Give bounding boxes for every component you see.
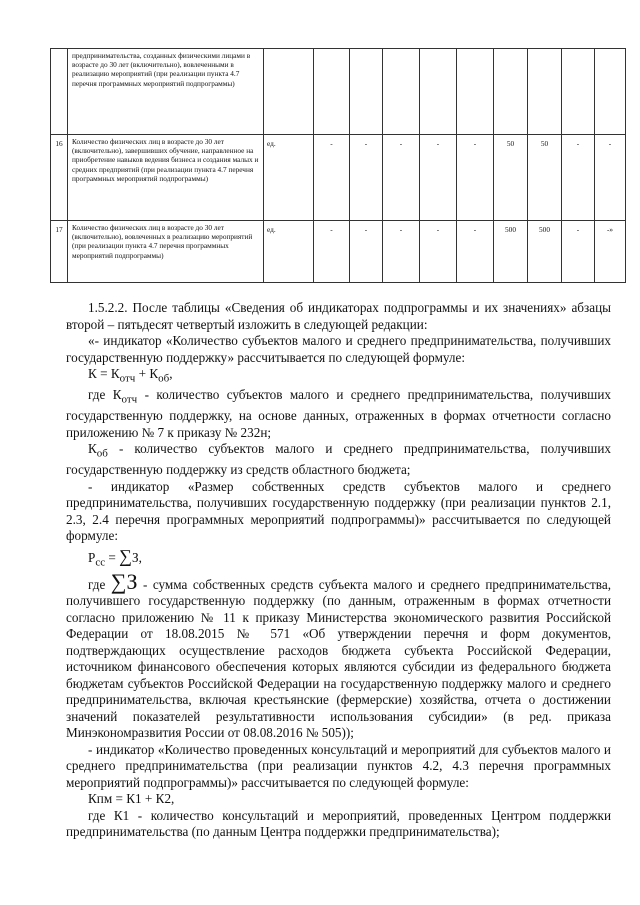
table-row [51,135,626,221]
value-cell [383,49,420,135]
indicator-name: предпринимательства, созданных физическими лицами в возрасте до 30 лет (включительно), вовлеченными в реализацию мероприятий (при реализации пункта 4.7 перечня программных мероприятий подпрограммы) [68,49,264,135]
unit [264,49,314,135]
row-number: 17 [51,221,68,283]
value-cell: - [595,135,626,221]
value-cell: - [350,135,383,221]
table-row [51,221,626,283]
paragraph-indicator-1: «- индикатор «Количество субъектов малого и среднего предпринимательства, получивших государственную поддержку» рассчитывается по следующей формуле: [66,333,611,365]
value-cell: - [562,135,595,221]
value-cell [420,49,457,135]
definition-k-ob: $К_{об}$ - количество субъектов малого и среднего предпринимательства, получивших государственную поддержку из средств областного бюджета; [66,441,611,478]
value-cell [350,49,383,135]
value-cell: - [457,135,494,221]
formula-2: $Р_{сс} = \sum З$, [88,545,142,569]
value-cell: 50 [494,135,528,221]
value-cell [528,49,562,135]
value-cell: - [314,135,350,221]
value-cell [562,49,595,135]
formula-3: Кпм = К1 + К2, [88,791,175,807]
unit: ед. [264,135,314,221]
value-cell: - [350,221,383,283]
row-number [51,49,68,135]
amendment-text [66,300,611,841]
value-cell: - [420,135,457,221]
table-row [51,49,626,135]
unit: ед. [264,221,314,283]
definition-k1: где К1 - количество консультаций и мероприятий, проведенных Центром поддержки предпринимательства (по данным Центра поддержки предпринимательства); [66,807,611,840]
value-cell: 500 [494,221,528,283]
value-cell: - [314,221,350,283]
indicator-name: Количество физических лиц в возрасте до 30 лет (включительно), вовлеченных в реализацию мероприятий (при реализации пункта 4.7 перечня программных мероприятий подпрограммы) [68,221,264,283]
value-cell: 500 [528,221,562,283]
value-cell [494,49,528,135]
value-cell: - [383,135,420,221]
value-cell: - [383,221,420,283]
paragraph-amendment-intro: 1.5.2.2. После таблицы «Сведения об индикаторах подпрограммы и их значениях» абзацы второй – пятьдесят четвертый изложить в следующей редакции: [66,300,611,332]
value-cell [595,49,626,135]
definition-k-otch: где $К_{отч}$ - количество субъектов малого и среднего предпринимательства, получивших государственную поддержку, на основе данных, отраженных в формах отчетности согласно приложению № 7 к приказу № 232н; [66,387,611,440]
definition-sum-z: где ∑З - сумма собственных средств субъекта малого и среднего предпринимательства, получившего государственную поддержку (по данным, отраженным в формах отчетности согласно приложению № 11 к приказу Министерства экономического развития Российской Федерации от 18.08.2015 № 571 «Об утверждении перечня и форм документов, подтверждающих осуществление расходов бюджета субъекта Российской Федерации, источником финансового обеспечения которых являются субсидии из федерального бюджета бюджетам субъектов Российской Федерации на государственную поддержку малого и среднего предпринимательства, включая крестьянские (фермерские) хозяйства, отчета о достижении значений показателей результативности использования субсидии» (в ред. приказа Минэкономразвития России от 08.08.2016 № 505)); [66,568,611,741]
indicator-table [50,48,626,283]
formula-1: $К = К_{отч} + К_{об}$, [88,366,173,385]
row-number: 16 [51,135,68,221]
value-cell [314,49,350,135]
value-cell: - [420,221,457,283]
paragraph-indicator-2: - индикатор «Размер собственных средств субъектов малого и среднего предпринимательства, получивших государственную поддержку (при реализации пунктов 2.1, 2.3, 2.4 перечня программных мероприятий подпрограммы)» рассчитывается по следующей формуле: [66,478,611,544]
value-cell [457,49,494,135]
value-cell: 50 [528,135,562,221]
indicator-name: Количество физических лиц в возрасте до 30 лет (включительно), завершивших обучение, направленное на приобретение навыков ведения бизнеса и создания малых и средних предприятий (при реализации пункта 4.7 перечня программных мероприятий подпрограммы) [68,135,264,221]
value-cell: - [562,221,595,283]
value-cell: - [457,221,494,283]
paragraph-indicator-3: - индикатор «Количество проведенных консультаций и мероприятий для субъектов малого и среднего предпринимательства (при реализации пунктов 4.2, 4.3 перечня программных мероприятий подпрограммы)» рассчитывается по следующей формуле: [66,741,611,790]
value-cell: -» [595,221,626,283]
